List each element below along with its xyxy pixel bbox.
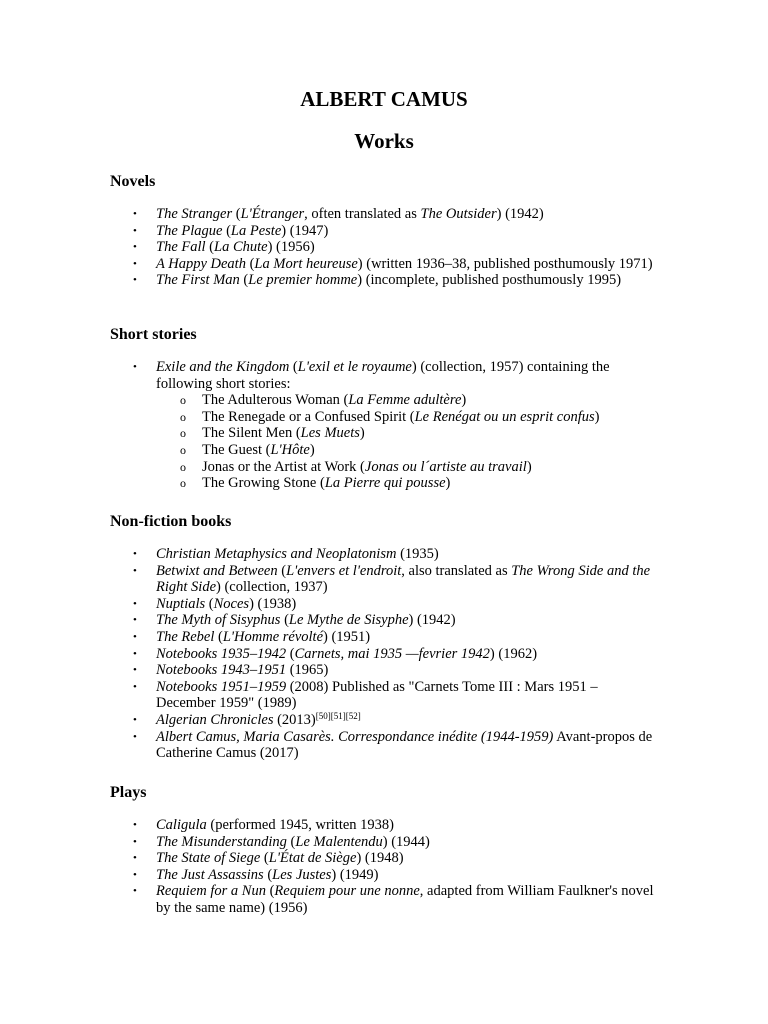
bullet-icon: • (133, 647, 137, 660)
bullet-icon: • (133, 680, 137, 693)
list-item (0, 359, 768, 492)
sublist-item (156, 475, 658, 492)
item-text (202, 475, 450, 491)
text-run: ) (309, 441, 315, 458)
item-text (156, 646, 537, 662)
item-text (156, 883, 654, 916)
italic-title: Nuptials (156, 595, 206, 612)
text-run: The Renegade or a Confused Spirit ( (202, 408, 415, 425)
italic-title: La Chute (214, 239, 268, 256)
text-run: ) (1948) (356, 850, 404, 867)
list-item (0, 239, 768, 256)
text-run: ) (1962) (489, 645, 538, 662)
text-run: ) (1942) (496, 206, 544, 222)
circle-bullet-icon: o (180, 393, 186, 408)
bullet-icon: • (133, 564, 137, 577)
italic-title: The Plague (156, 222, 223, 239)
circle-bullet-icon: o (180, 459, 186, 474)
bullet-icon: • (133, 630, 137, 643)
list-item (0, 867, 768, 884)
bullet-icon: • (133, 664, 137, 677)
italic-title: The Outsider (420, 206, 497, 222)
italic-title: Le premier homme (248, 272, 358, 289)
text-run: ) (1944) (382, 833, 430, 850)
italic-title: Noces (213, 595, 250, 612)
italic-title: Requiem for a Nun (156, 883, 266, 900)
item-text (156, 834, 430, 850)
italic-title: La Pierre qui pousse (324, 475, 446, 492)
item-text (156, 729, 652, 762)
text-run: (1965) (286, 662, 329, 679)
list-item (0, 546, 768, 563)
text-run: , adapted from William Faulkner's novel by the same name) (1956) (156, 883, 654, 916)
text-run: ( (214, 628, 223, 645)
list-item (0, 256, 768, 273)
item-text (156, 546, 439, 562)
italic-title: The Stranger (156, 206, 233, 222)
list-item (0, 834, 768, 851)
bullet-icon: • (133, 713, 137, 726)
text-run: ) (1951) (323, 628, 371, 645)
item-text (156, 206, 544, 222)
list-item (0, 596, 768, 613)
list-item (0, 272, 768, 289)
list-item (0, 817, 768, 834)
italic-title: The Misunderstanding (156, 833, 287, 850)
text-run: ( (260, 850, 269, 867)
sublist-item (156, 459, 658, 476)
italic-title: The Myth of Sisyphus (156, 612, 281, 629)
sublist-item (156, 409, 658, 426)
bullet-icon: • (133, 548, 137, 560)
item-text (156, 596, 296, 612)
text-run: Jonas or the Artist at Work ( (202, 458, 365, 475)
text-run: ( (263, 866, 273, 883)
section-short-stories (0, 325, 768, 492)
sublist-item (156, 392, 658, 409)
text-run: ) (collection, 1957) containing the following short stories: (156, 359, 610, 392)
item-text (156, 850, 404, 866)
bullet-icon: • (133, 730, 137, 743)
item-text (156, 662, 328, 678)
italic-title: The First Man (156, 272, 240, 289)
circle-bullet-icon: o (180, 476, 186, 491)
list-item (0, 883, 768, 916)
italic-title: Le Mythe de Sisyphe (288, 612, 409, 629)
text-run: ( (286, 833, 296, 850)
text-run: ( (280, 612, 289, 629)
section-nonfiction (0, 512, 768, 762)
circle-bullet-icon: o (180, 426, 186, 441)
text-run: Avant-propos de Catherine Camus (2017) (156, 728, 653, 762)
bullet-icon: • (133, 208, 137, 220)
italic-title: Algerian Chronicles (156, 711, 274, 728)
italic-title: La Mort heureuse (254, 255, 358, 272)
item-text (156, 712, 361, 728)
item-text (156, 239, 315, 255)
text-run: (2013) (273, 711, 316, 728)
italic-title: La Peste (230, 222, 282, 239)
italic-title: Christian Metaphysics and Neoplatonism (156, 546, 397, 562)
bullet-icon: • (133, 597, 137, 610)
section-heading-short-stories: Short stories (110, 326, 197, 343)
text-run: , often translated as (304, 206, 421, 222)
text-run: ) (445, 475, 451, 492)
italic-title: Les Muets (300, 425, 360, 442)
list-item (0, 612, 768, 629)
item-text (202, 409, 599, 425)
text-run: ) (594, 408, 600, 425)
text-run: ( (286, 645, 295, 662)
italic-title: Albert Camus, Maria Casarès. Correspondance inédite (1944-1959) (156, 728, 554, 745)
bullet-icon: • (133, 257, 137, 270)
text-run: The Guest ( (202, 441, 271, 458)
text-run: (performed 1945, written 1938) (206, 817, 395, 833)
text-run: ( (205, 239, 215, 256)
text-run: ) (1949) (331, 866, 379, 883)
italic-title: Caligula (156, 817, 207, 833)
item-text (202, 392, 466, 408)
novels-list (0, 206, 768, 289)
italic-title: L'exil et le royaume (297, 359, 412, 375)
list-item (0, 679, 768, 712)
italic-title: L'État de Siège (268, 850, 357, 867)
text-run: ( (239, 272, 249, 289)
italic-title: L'Étranger (240, 206, 305, 222)
italic-title: La Femme adultère (348, 392, 462, 409)
italic-title: L'Hôte (270, 441, 310, 458)
plays-list (0, 817, 768, 917)
italic-title: L'Homme révolté (222, 628, 324, 645)
circle-bullet-icon: o (180, 442, 186, 457)
italic-title: Requiem pour une nonne (274, 883, 420, 900)
bullet-icon: • (133, 835, 137, 848)
list-item (0, 646, 768, 663)
stories-sublist (156, 392, 658, 492)
item-text (156, 629, 370, 645)
text-run: ( (245, 255, 255, 272)
text-run: ) (1956) (267, 239, 315, 256)
text-run: ) (1942) (408, 612, 456, 629)
italic-title: The Rebel (156, 628, 215, 645)
text-run: The Silent Men ( (202, 425, 301, 442)
short-stories-list (0, 359, 768, 492)
italic-title: Jonas ou l´artiste au travail (364, 458, 527, 475)
section-heading-nonfiction: Non-fiction books (110, 513, 232, 530)
nonfiction-list (0, 546, 768, 762)
collection-text (156, 359, 610, 392)
text-run: ( (205, 595, 214, 612)
text-run: ) (incomplete, published posthumously 1995) (357, 272, 622, 289)
sublist-item (156, 425, 658, 442)
bullet-icon: • (133, 224, 137, 237)
item-text (156, 817, 394, 833)
text-run: ( (289, 359, 298, 375)
item-text (156, 256, 653, 272)
section-heading-plays: Plays (110, 784, 147, 801)
text-run: ( (265, 883, 275, 900)
text-run: ) (359, 425, 365, 442)
list-item (0, 850, 768, 867)
bullet-icon: • (133, 885, 137, 898)
bullet-icon: • (133, 274, 137, 287)
page-title: ALBERT CAMUS (300, 87, 468, 111)
list-item (0, 563, 768, 596)
list-item (0, 629, 768, 646)
text-run: The Growing Stone ( (202, 475, 325, 492)
italic-title: Le Renégat ou un esprit confus (414, 408, 595, 425)
item-text (202, 442, 315, 458)
page-subtitle: Works (354, 129, 414, 153)
list-item (0, 206, 768, 223)
italic-title: The State of Siege (156, 850, 261, 867)
bullet-icon: • (133, 852, 137, 865)
text-run: ( (222, 222, 231, 239)
text-run: (2008) Published as "Carnets Tome III : Mars 1951 – December 1959" (1989) (156, 678, 598, 712)
item-text (156, 612, 456, 628)
circle-bullet-icon: o (180, 409, 186, 424)
text-run: ( (232, 206, 241, 222)
italic-title: The Fall (156, 239, 206, 256)
bullet-icon: • (133, 361, 137, 373)
text-run: ) (1938) (249, 595, 297, 612)
italic-title: Notebooks 1943–1951 (156, 662, 287, 679)
italic-title: A Happy Death (156, 255, 246, 272)
list-item (0, 729, 768, 762)
italic-title: Exile and the Kingdom (156, 359, 290, 375)
italic-title: Notebooks 1951–1959 (156, 678, 287, 695)
item-text (202, 425, 365, 441)
text-run: ) (collection, 1937) (216, 579, 328, 596)
bullet-icon: • (133, 819, 137, 831)
text-run: (1935) (396, 546, 439, 562)
italic-title: Le Malentendu (295, 833, 383, 850)
item-text (156, 223, 328, 239)
text-run: ) (written 1936–38, published posthumously 1971) (357, 255, 653, 272)
italic-title: Notebooks 1935–1942 (156, 645, 287, 662)
text-run: ) (461, 392, 467, 409)
bullet-icon: • (133, 868, 137, 881)
section-novels (0, 172, 768, 289)
list-item (0, 712, 768, 729)
item-text (202, 459, 532, 475)
bullet-icon: • (133, 241, 137, 254)
text-run: ) (526, 458, 532, 475)
italic-title: Carnets, mai 1935 —fevrier 1942 (294, 645, 490, 662)
item-text (156, 272, 621, 288)
text-run: ( (277, 562, 287, 579)
section-heading-novels: Novels (110, 173, 156, 190)
text-run: , also translated as (401, 562, 512, 579)
item-text (156, 563, 650, 596)
bullet-icon: • (133, 614, 137, 627)
italic-title: The Wrong Side and the Right Side (156, 562, 651, 596)
italic-title: L'envers et l'endroit (286, 562, 402, 579)
section-plays (0, 783, 768, 917)
italic-title: Betwixt and Between (156, 562, 278, 579)
text-run: ) (1947) (281, 222, 329, 239)
item-text (156, 679, 598, 712)
list-item (0, 662, 768, 679)
citation-superscript: [50][51][52] (315, 710, 361, 721)
italic-title: The Just Assassins (156, 866, 264, 883)
italic-title: Les Justes (272, 866, 332, 883)
sublist-item (156, 442, 658, 459)
item-text (156, 867, 379, 883)
text-run: The Adulterous Woman ( (202, 392, 349, 409)
list-item (0, 223, 768, 240)
